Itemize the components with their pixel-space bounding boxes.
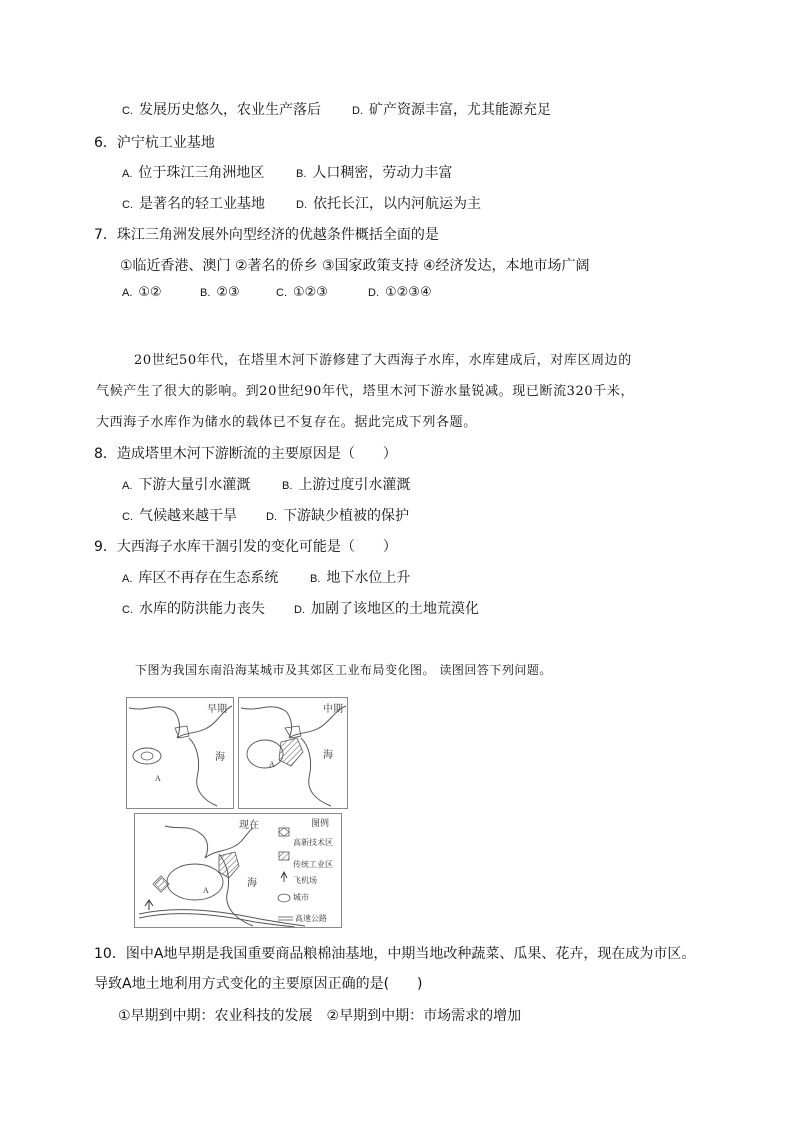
q7-option-a: A. ①② [122,285,162,300]
q9-option-b: B. 地下水位上升 [310,570,411,586]
map-early-point-a: A [155,774,161,783]
q6-option-a: A. 位于珠江三角洲地区 [122,165,265,181]
q6-option-b: B. 人口稠密，劳动力丰富 [296,165,453,181]
q10-stem-line-1: 10．图中A地早期是我国重要商品粮棉油基地，中期当地改种蔬菜、瓜果、花卉，现在成为市区。 [94,946,696,962]
map-now-tag: 现在 [239,820,259,831]
q6-stem: 6．沪宁杭工业基地 [94,135,215,151]
figure-intro: 下图为我国东南沿海某城市及其郊区工业布局变化图。 读图回答下列问题。 [135,663,552,677]
q9-stem: 9．大西海子水库干涸引发的变化可能是（ ） [94,539,397,555]
q8-option-b: B. 上游过度引水灌溉 [282,477,411,493]
q7-stem: 7．珠江三角洲发展外向型经济的优越条件概括全面的是 [94,227,439,243]
map-early-tag: 早期 [207,704,227,715]
map-middle-point-a: A [269,760,275,769]
q9-option-a: A. 库区不再存在生态系统 [122,570,279,586]
map-now [134,813,342,928]
map-now-point-a: A [203,886,209,895]
q8-option-a: A. 下游大量引水灌溉 [122,477,251,493]
q5-option-d: D. 矿产资源丰富，尤其能源充足 [352,102,551,118]
q10-stem-line-2: 导致A地土地利用方式变化的主要原因正确的是( ) [94,976,423,992]
map-middle-tag: 中期 [323,704,343,715]
map-now-sea: 海 [247,878,257,889]
q7-option-c: C. ①②③ [276,285,328,300]
q7-option-d: D. ①②③④ [368,285,432,300]
q5-option-c: C. 发展历史悠久，农业生产落后 [122,102,321,118]
map-early-sea: 海 [215,752,225,763]
passage-line-1: 20世纪50年代，在塔里木河下游修建了大西海子水库，水库建成后，对库区周边的 [134,353,632,368]
q7-option-b: B. ②③ [200,285,240,300]
map-now-drawing [135,814,341,927]
legend-highway: 高速公路 [295,914,327,923]
q8-option-d: D. 下游缺少植被的保护 [266,508,409,524]
q9-option-d: D. 加剧了该地区的土地荒漠化 [294,601,479,617]
q10-options: ①早期到中期：农业科技的发展 ②早期到中期：市场需求的增加 [118,1008,522,1024]
legend-city: 城市 [293,893,309,902]
q6-option-d: D. 依托长江，以内河航运为主 [296,196,481,212]
q7-conditions: ①临近香港、澳门 ②著名的侨乡 ③国家政策支持 ④经济发达，本地市场广阔 [120,258,590,274]
legend-traditional: 传统工业区 [293,860,333,869]
q9-option-c: C. 水库的防洪能力丧失 [122,601,265,617]
passage-line-3: 大西海子水库作为储水的载体已不复存在。据此完成下列各题。 [96,415,477,430]
map-middle-sea: 海 [323,750,333,761]
q8-option-c: C. 气候越来越干旱 [122,508,237,524]
legend-hightech: 高新技术区 [293,838,333,847]
map-early [126,697,234,809]
legend-title: 图例 [311,819,330,829]
q8-stem: 8．造成塔里木河下游断流的主要原因是（ ） [94,446,397,462]
q6-option-c: C. 是著名的轻工业基地 [122,196,265,212]
passage-line-2: 气候产生了很大的影响。到20世纪90年代，塔里木河下游水量锐减。现已断流320千米， [96,384,635,399]
reading-passage [96,345,700,438]
map-middle [238,697,348,809]
legend-airport: 飞机场 [293,876,317,885]
